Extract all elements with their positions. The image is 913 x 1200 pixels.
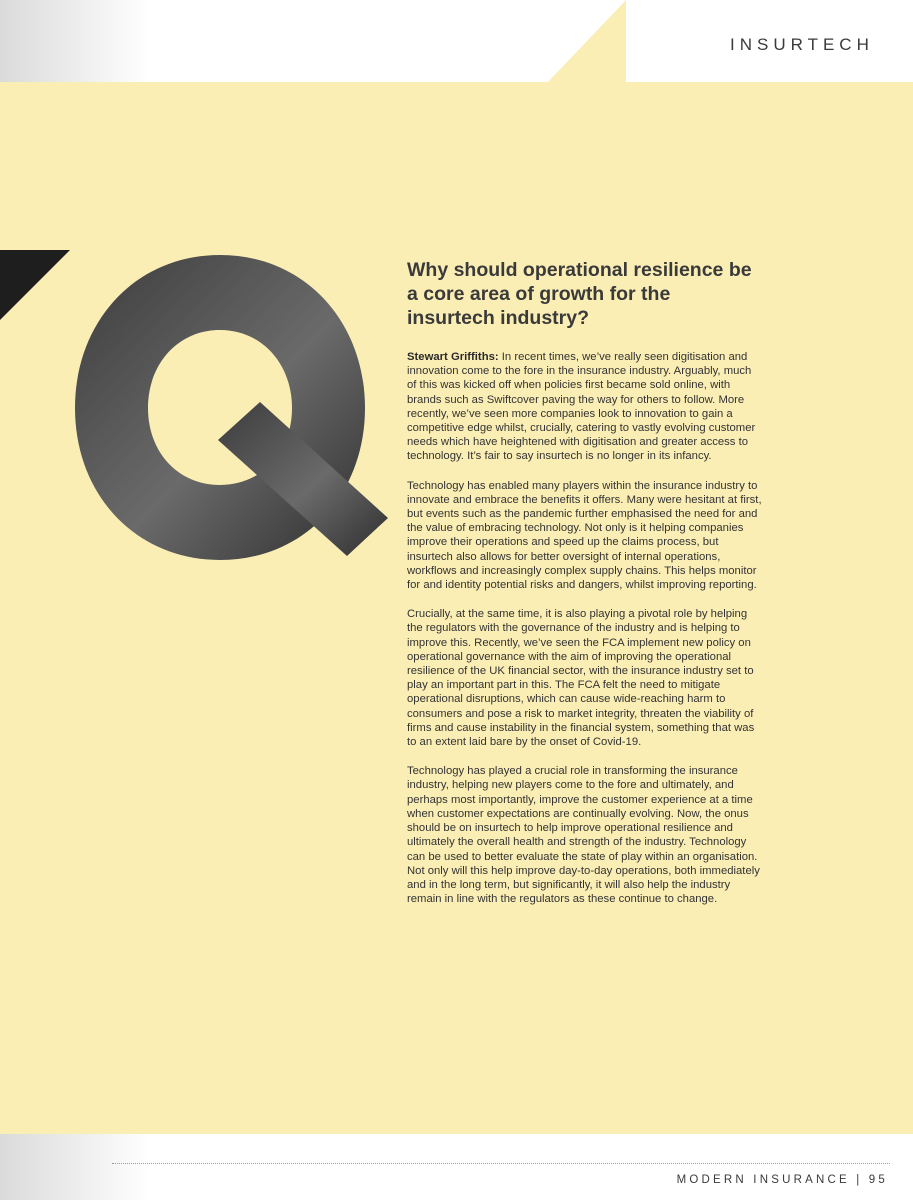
header-tab-shape — [546, 0, 626, 84]
article-paragraph: Technology has played a crucial role in transforming the insurance industry, helping new players come to the fore and ultimately, and perhaps most importantly, improve the customer experience at a time when customer expectations are continually evolving. Now, the onus should be on insurtech to help improve operational resilience and ultimately the overall health and strength of the industry. Technology can be used to better evaluate the state of play within an organisation. Not only will this help improve day-to-day operations, both immediately and in the long term, but significantly, it will also help the industry remain in line with the regulators as these continue to change. — [407, 765, 760, 906]
section-label: INSURTECH — [730, 35, 874, 54]
paragraph-text: In recent times, we’ve really seen digitisation and innovation come to the fore in the insurance industry. Arguably, much of this was kicked off when policies first became sold online, with brands such as Swiftcover paving the way for others to follow. More recently, we’ve seen more companies look to innovation to gain a competitive edge whilst, crucially, catering to vastly evolving customer needs which have heightened with digitisation and greater access to technology. It’s fair to say insurtech is no longer in its infancy. — [407, 351, 756, 463]
article-body — [407, 258, 762, 921]
article-paragraph — [407, 350, 762, 464]
decorative-q-letter — [60, 250, 390, 570]
speaker-name: Stewart Griffiths: — [407, 351, 499, 363]
article-paragraph: Technology has enabled many players within the insurance industry to innovate and embrace the benefits it offers. Many were hesitant at first, but events such as the pandemic further emphasised the need for and the value of embracing technology. Not only is it helping companies improve their operations and speed up the claims process, but insurtech also allows for better oversight of internal operations, workflows and increasingly complex supply chains. This helps monitor for and identity potential risks and dangers, whilst improving reporting. — [407, 479, 762, 592]
article-paragraph: Crucially, at the same time, it is also playing a pivotal role by helping the regulators with the governance of the industry and is helping to improve this. Recently, we’ve seen the FCA implement new policy on operational governance with the aim of improving the operational resilience of the UK financial sector, with the insurance industry set to play an important part in this. The FCA felt the need to mitigate operational disruptions, which can cause wide-reaching harm to consumers and pose a risk to market integrity, threaten the viability of firms and cause instability in the financial system, something that was to an extent laid bare by the onset of Covid-19. — [407, 608, 755, 749]
footer-dotted-rule — [112, 1163, 890, 1164]
footer-folio: MODERN INSURANCE | 95 — [676, 1174, 888, 1186]
article-question-heading: Why should operational resilience be a core area of growth for the insurtech industry? — [407, 259, 752, 329]
